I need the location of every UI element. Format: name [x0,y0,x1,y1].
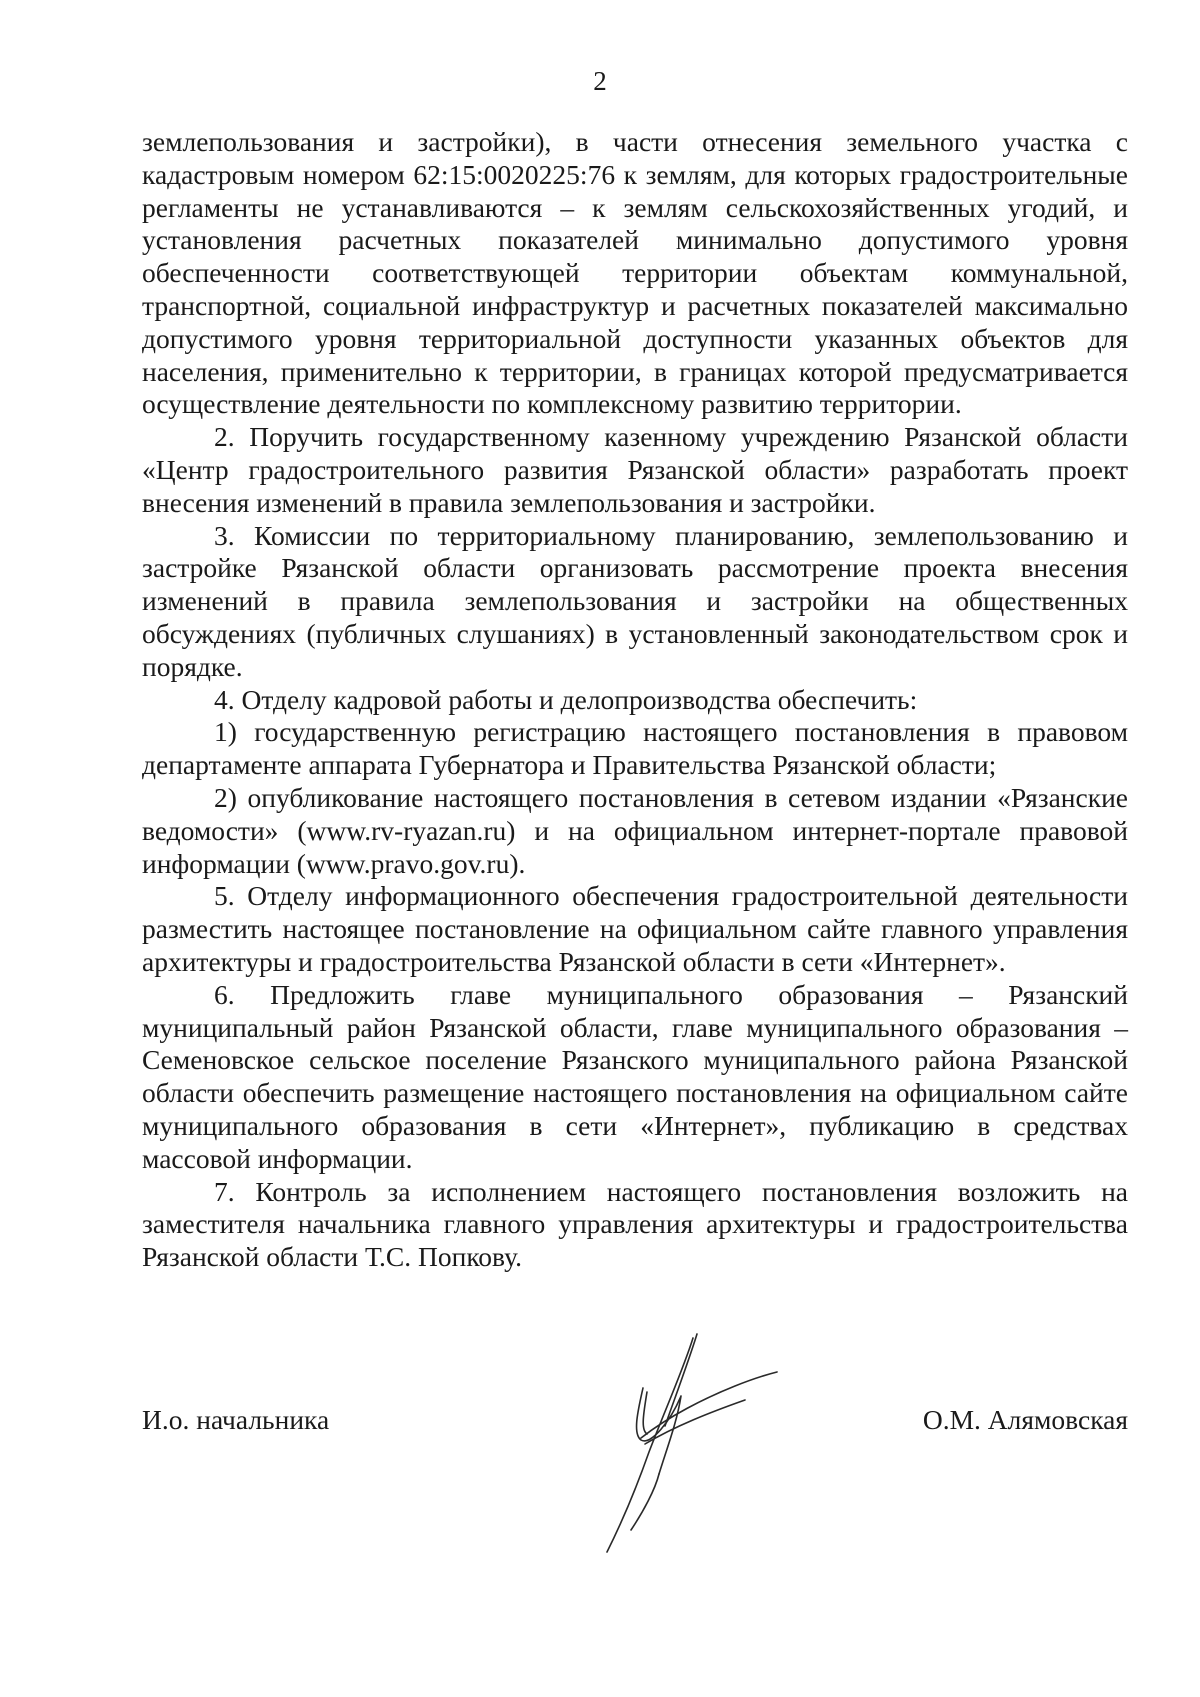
document-body [142,126,1128,1274]
paragraph-item-6: 6. Предложить главе муниципального образования – Рязанский муниципальный район Рязанской области, главе муниципального образования – Семеновское сельское поселение Рязанского муниципального района Рязанской области обеспечить размещение настоящего постановления на официальном сайте муниципального образования в сети «Интернет», публикацию в средствах массовой информации. [142,978,1128,1174]
paragraph-item-5: 5. Отделу информационного обеспечения градостроительной деятельности разместить настоящее постановление на официальном сайте главного управления архитектуры и градостроительства Рязанской области в сети «Интернет». [142,880,1128,977]
page-number: 2 [593,66,607,96]
paragraph-item-7: 7. Контроль за исполнением настоящего постановления возложить на заместителя начальника главного управления архитектуры и градостроительства Рязанской области Т.С. Попкову. [142,1175,1128,1273]
handwritten-signature [585,1330,785,1560]
paragraph-subitem-2: 2) опубликование настоящего постановления в сетевом издании «Рязанские ведомости» (www.rv-ryazan.ru) и на официальном интернет-портале правовой информации (www.pravo.gov.ru). [142,781,1128,879]
paragraph-item-4: 4. Отделу кадровой работы и делопроизводства обеспечить: [214,683,918,715]
signatory-name: О.М. Алямовская [922,1404,1128,1435]
signatory-position: И.о. начальника [142,1404,330,1435]
paragraph-subitem-1: 1) государственную регистрацию настоящего постановления в правовом департаменте аппарата Губернатора и Правительства Рязанской области; [142,716,1128,781]
paragraph-continuation: землепользования и застройки), в части отнесения земельного участка с кадастровым номером 62:15:0020225:76 к землям, для которых градостроительные регламенты не устанавливаются – к землям сельскохозяйственных угодий, и установления расчетных показателей минимально допустимого уровня обеспеченности соответствующей территории объектам коммунальной, транспортной, социальной инфраструктур и расчетных показателей максимально допустимого уровня территориальной доступности указанных объектов для населения, применительно к территории, в границах которой предусматривается осуществление деятельности по комплексному развитию территории. [142,126,1128,420]
paragraph-item-3: 3. Комиссии по территориальному планированию, землепользованию и застройке Рязанской области организовать рассмотрение проекта внесения изменений в правила землепользования и застройки на общественных обсуждениях (публичных слушаниях) в установленный законодательством срок и порядке. [142,519,1128,682]
paragraph-item-2: 2. Поручить государственному казенному учреждению Рязанской области «Центр градостроительного развития Рязанской области» разработать проект внесения изменений в правила землепользования и застройки. [142,421,1128,518]
